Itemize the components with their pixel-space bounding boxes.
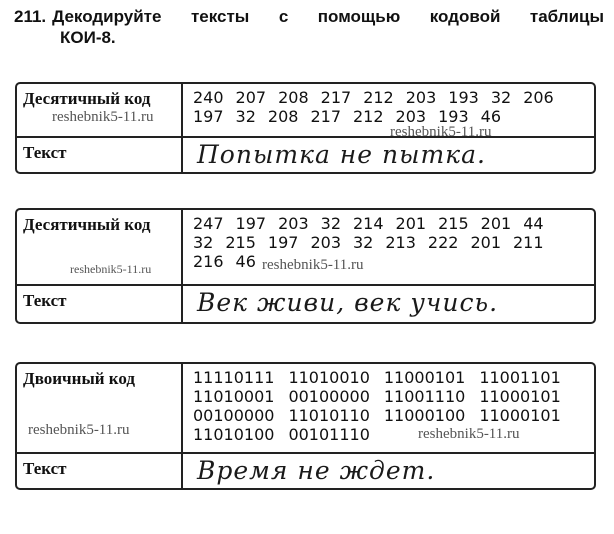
code-label: Двоичный код [17, 364, 183, 452]
code-value: 214 [353, 214, 384, 233]
code-line [193, 214, 584, 233]
text-label: Текст [17, 286, 183, 322]
code-line [193, 387, 584, 406]
code-value: 212 [353, 107, 384, 126]
handwritten-answer: Век живи, век учись. [197, 288, 499, 317]
code-value: 00100000 [288, 387, 370, 406]
code-value: 211 [513, 233, 544, 252]
code-value: 217 [320, 88, 352, 107]
code-value: 203 [278, 214, 309, 233]
code-value: 201 [470, 233, 501, 252]
code-row [17, 364, 594, 452]
code-value: 11010010 [288, 368, 370, 387]
code-value: 215 [438, 214, 469, 233]
code-value: 212 [363, 88, 394, 107]
code-value: 203 [395, 107, 427, 126]
task-line-1 [14, 6, 604, 27]
decode-table-1 [15, 82, 596, 174]
text-row [17, 452, 594, 488]
code-value: 11110111 [193, 368, 275, 387]
decode-table-3 [15, 362, 596, 490]
code-value: 11000101 [479, 406, 561, 425]
code-line [193, 368, 584, 387]
code-value: 46 [235, 252, 256, 271]
code-values [183, 84, 594, 136]
code-row [17, 84, 594, 136]
code-value: 32 [490, 88, 512, 107]
code-row [17, 210, 594, 284]
text-row [17, 284, 594, 322]
code-value: 193 [448, 88, 479, 107]
code-value: 213 [385, 233, 416, 252]
code-value: 00100000 [193, 406, 275, 425]
watermark: reshebnik5-11.ru [28, 422, 130, 438]
code-value: 32 [235, 107, 256, 126]
code-value: 11010110 [288, 406, 370, 425]
code-values [183, 210, 594, 284]
code-value: 247 [193, 214, 224, 233]
code-value: 215 [225, 233, 256, 252]
watermark: reshebnik5-11.ru [70, 262, 152, 276]
code-value: 11010100 [193, 425, 275, 444]
code-value: 240 [193, 88, 224, 107]
task-word: таблицы [529, 7, 604, 26]
code-value: 197 [267, 233, 299, 252]
task-header [14, 6, 604, 48]
watermark: reshebnik5-11.ru [390, 124, 492, 140]
code-value: 00101110 [288, 425, 370, 444]
task-word: с [278, 7, 289, 26]
code-label: Десятичный код [17, 84, 183, 136]
code-value: 11001110 [383, 387, 466, 406]
code-value: 197 [235, 214, 267, 233]
task-number: 211. [14, 7, 47, 26]
watermark: reshebnik5-11.ru [418, 426, 520, 442]
code-line [193, 425, 584, 444]
code-value: 11001101 [479, 368, 561, 387]
handwritten-answer: Попытка не пытка. [197, 140, 486, 169]
code-value: 32 [353, 233, 374, 252]
task-word: кодовой [429, 7, 501, 26]
watermark: reshebnik5-11.ru [52, 109, 154, 125]
code-value: 203 [405, 88, 437, 107]
code-value: 11010001 [193, 387, 275, 406]
code-value: 222 [427, 233, 459, 252]
code-value: 32 [320, 214, 341, 233]
decode-table-2 [15, 208, 596, 324]
watermark: reshebnik5-11.ru [262, 257, 364, 273]
code-label: Десятичный код [17, 210, 183, 284]
code-line [193, 107, 584, 126]
code-line [193, 88, 584, 107]
task-word: Декодируйте [52, 7, 162, 26]
task-line-2: КОИ-8. [60, 28, 116, 47]
code-line [193, 252, 584, 271]
code-value: 201 [480, 214, 512, 233]
code-line [193, 406, 584, 425]
code-value: 208 [278, 88, 309, 107]
code-line [193, 233, 584, 252]
code-value: 46 [480, 107, 501, 126]
code-value: 11000100 [383, 406, 466, 425]
code-value: 44 [523, 214, 544, 233]
code-value: 11000101 [383, 368, 466, 387]
code-value: 217 [310, 107, 341, 126]
text-row [17, 136, 594, 172]
code-value: 201 [395, 214, 427, 233]
code-value: 216 [193, 252, 224, 271]
task-word: тексты [190, 7, 250, 26]
code-value: 203 [310, 233, 341, 252]
task-word: помощью [317, 7, 401, 26]
code-value: 11000101 [479, 387, 561, 406]
text-label: Текст [17, 454, 183, 488]
code-value: 32 [193, 233, 214, 252]
code-values [183, 364, 594, 452]
text-label: Текст [17, 138, 183, 172]
code-value: 207 [235, 88, 267, 107]
code-value: 206 [523, 88, 554, 107]
code-value: 193 [438, 107, 469, 126]
code-value: 197 [193, 107, 224, 126]
code-value: 208 [267, 107, 299, 126]
handwritten-answer: Время не ждет. [197, 456, 436, 485]
